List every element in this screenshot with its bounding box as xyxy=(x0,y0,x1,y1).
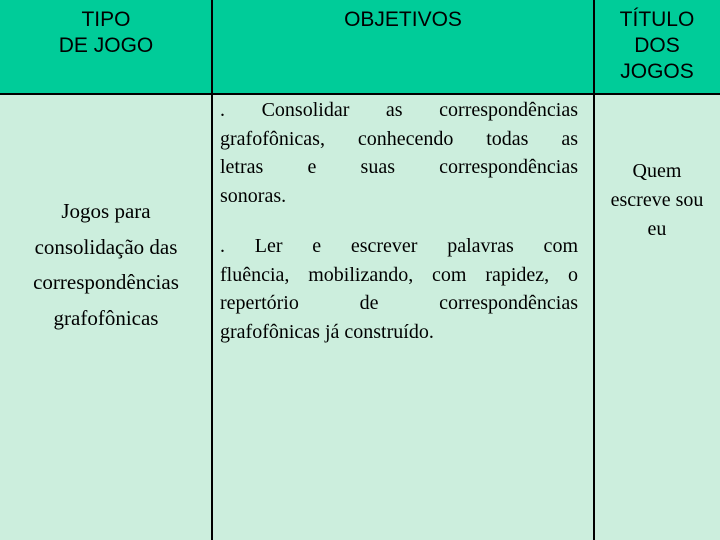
game-type-line: Jogos para xyxy=(61,199,151,223)
header-type-line: TIPO xyxy=(81,8,131,31)
objective-2-line: . Ler e escrever palavras com xyxy=(220,235,578,257)
objective-1-line: sonoras. xyxy=(220,184,287,207)
objective-2-line: grafofônicas já construído. xyxy=(220,320,434,343)
objective-1 xyxy=(220,96,578,210)
objective-1-line: grafofônicas, conhecendo todas as xyxy=(220,127,578,150)
header-titles-line: JOGOS xyxy=(620,60,694,83)
game-type-line: grafofônicas xyxy=(53,305,159,330)
game-title-line: eu xyxy=(647,218,667,240)
header-objectives-line: OBJETIVOS xyxy=(344,8,462,31)
header-objectives xyxy=(212,7,594,33)
game-title-line: escreve sou xyxy=(610,189,704,211)
objective-2-line: fluência, mobilizando, com rapidez, o xyxy=(220,263,578,286)
header-titles-line: TÍTULO xyxy=(619,8,695,31)
header-titles-line: DOS xyxy=(634,34,680,57)
header-type-line: DE JOGO xyxy=(58,34,154,57)
game-title xyxy=(596,157,718,244)
game-type xyxy=(0,194,212,336)
header-titles xyxy=(594,7,720,85)
header-divider xyxy=(0,93,720,95)
game-title-line: Quem xyxy=(632,160,682,182)
game-type-line: correspondências xyxy=(33,270,179,294)
objective-1-line: . Consolidar as correspondências xyxy=(220,99,578,121)
objective-1-line: letras e suas correspondências xyxy=(220,156,578,178)
game-type-line: consolidação das xyxy=(34,234,178,259)
objective-2 xyxy=(220,232,578,346)
header-type xyxy=(0,7,212,59)
objective-2-line: repertório de correspondências xyxy=(220,292,578,314)
